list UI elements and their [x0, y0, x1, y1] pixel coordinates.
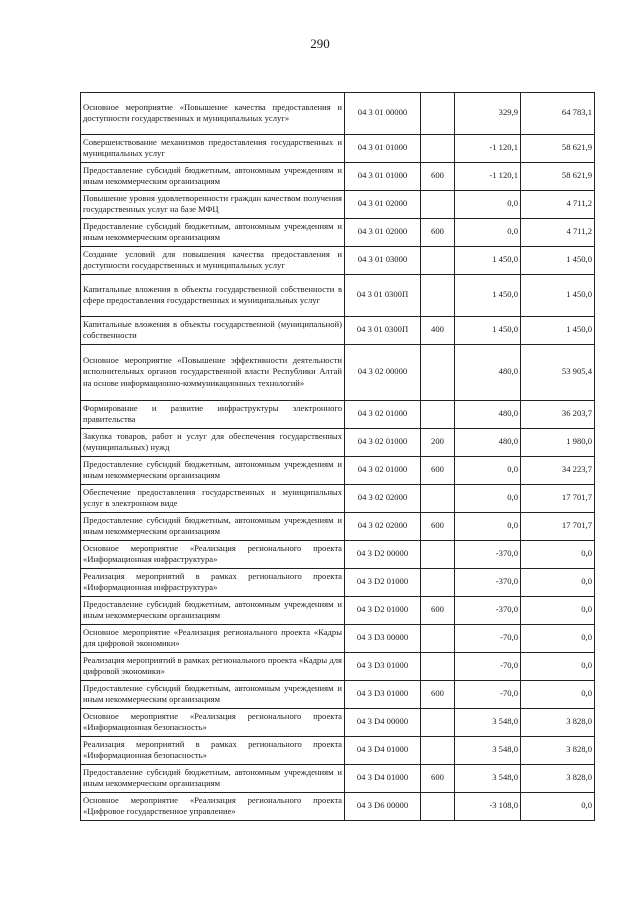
- row-name: Основное мероприятие «Повышение качества предоставления и доступности государственных и муниципальных услуг»: [81, 93, 345, 135]
- row-total: 58 621,9: [521, 135, 595, 163]
- row-type: 600: [421, 513, 455, 541]
- row-change: 480,0: [455, 345, 521, 401]
- table-row: [81, 597, 595, 625]
- table-row: [81, 429, 595, 457]
- row-code: 04 3 02 02000: [345, 513, 421, 541]
- row-type: 600: [421, 597, 455, 625]
- row-total: 64 783,1: [521, 93, 595, 135]
- row-type: [421, 93, 455, 135]
- row-code: 04 3 D4 01000: [345, 765, 421, 793]
- row-total: 1 450,0: [521, 247, 595, 275]
- row-type: [421, 569, 455, 597]
- row-name: Создание условий для повышения качества предоставления и доступности государственных и муниципальных услуг: [81, 247, 345, 275]
- page-number: 290: [310, 36, 330, 51]
- row-change: 3 548,0: [455, 765, 521, 793]
- row-total: 3 828,0: [521, 737, 595, 765]
- row-code: 04 3 D2 00000: [345, 541, 421, 569]
- row-code: 04 3 01 0300П: [345, 317, 421, 345]
- table-row: [81, 219, 595, 247]
- table-row: [81, 275, 595, 317]
- row-code: 04 3 02 01000: [345, 429, 421, 457]
- row-type: [421, 247, 455, 275]
- row-change: -70,0: [455, 681, 521, 709]
- row-change: 329,9: [455, 93, 521, 135]
- row-code: 04 3 02 00000: [345, 345, 421, 401]
- row-change: -370,0: [455, 597, 521, 625]
- row-total: 17 701,7: [521, 485, 595, 513]
- row-code: 04 3 D3 00000: [345, 625, 421, 653]
- row-change: 0,0: [455, 219, 521, 247]
- table-row: [81, 163, 595, 191]
- row-total: 36 203,7: [521, 401, 595, 429]
- row-total: 4 711,2: [521, 191, 595, 219]
- row-name: Капитальные вложения в объекты государственной (муниципальной) собственности: [81, 317, 345, 345]
- table-row: [81, 681, 595, 709]
- table-row: [81, 569, 595, 597]
- row-total: 3 828,0: [521, 765, 595, 793]
- row-name: Реализация мероприятий в рамках регионального проекта «Информационная инфраструктура»: [81, 569, 345, 597]
- row-code: 04 3 01 00000: [345, 93, 421, 135]
- row-name: Реализация мероприятий в рамках регионального проекта «Информационная безопасность»: [81, 737, 345, 765]
- row-change: -3 108,0: [455, 793, 521, 821]
- table-row: [81, 401, 595, 429]
- table-row: [81, 247, 595, 275]
- row-change: 3 548,0: [455, 709, 521, 737]
- row-type: 600: [421, 219, 455, 247]
- row-type: [421, 135, 455, 163]
- row-name: Предоставление субсидий бюджетным, автономным учреждениям и иным некоммерческим организациям: [81, 765, 345, 793]
- row-change: 1 450,0: [455, 317, 521, 345]
- row-name: Основное мероприятие «Реализация регионального проекта «Кадры для цифровой экономики»: [81, 625, 345, 653]
- row-code: 04 3 02 01000: [345, 457, 421, 485]
- table-row: [81, 737, 595, 765]
- table-row: [81, 513, 595, 541]
- row-code: 04 3 02 01000: [345, 401, 421, 429]
- row-total: 4 711,2: [521, 219, 595, 247]
- row-total: 17 701,7: [521, 513, 595, 541]
- row-type: 200: [421, 429, 455, 457]
- row-code: 04 3 02 02000: [345, 485, 421, 513]
- row-change: -70,0: [455, 625, 521, 653]
- table-row: [81, 625, 595, 653]
- row-name: Совершенствование механизмов предоставления государственных и муниципальных услуг: [81, 135, 345, 163]
- row-total: 1 980,0: [521, 429, 595, 457]
- row-name: Формирование и развитие инфраструктуры электронного правительства: [81, 401, 345, 429]
- row-change: -370,0: [455, 569, 521, 597]
- row-total: 0,0: [521, 597, 595, 625]
- row-change: 1 450,0: [455, 275, 521, 317]
- row-type: [421, 541, 455, 569]
- row-total: 53 905,4: [521, 345, 595, 401]
- row-name: Реализация мероприятий в рамках регионального проекта «Кадры для цифровой экономики»: [81, 653, 345, 681]
- row-type: 600: [421, 457, 455, 485]
- row-type: [421, 345, 455, 401]
- row-name: Повышение уровня удовлетворенности граждан качеством получения государственных услуг на базе МФЦ: [81, 191, 345, 219]
- row-total: 1 450,0: [521, 317, 595, 345]
- table-row: [81, 485, 595, 513]
- table-row: [81, 709, 595, 737]
- row-change: 480,0: [455, 401, 521, 429]
- row-name: Предоставление субсидий бюджетным, автономным учреждениям и иным некоммерческим организациям: [81, 163, 345, 191]
- row-total: 58 621,9: [521, 163, 595, 191]
- table-row: [81, 765, 595, 793]
- row-name: Капитальные вложения в объекты государственной собственности в сфере предоставления государственных и муниципальных услуг: [81, 275, 345, 317]
- row-total: 3 828,0: [521, 709, 595, 737]
- row-type: [421, 793, 455, 821]
- budget-table-body: [81, 93, 595, 821]
- row-type: [421, 737, 455, 765]
- row-type: 600: [421, 163, 455, 191]
- table-row: [81, 793, 595, 821]
- row-code: 04 3 D3 01000: [345, 681, 421, 709]
- row-name: Предоставление субсидий бюджетным, автономным учреждениям и иным некоммерческим организациям: [81, 513, 345, 541]
- row-change: -370,0: [455, 541, 521, 569]
- row-total: 0,0: [521, 541, 595, 569]
- table-row: [81, 93, 595, 135]
- row-name: Основное мероприятие «Реализация регионального проекта «Цифровое государственное управление»: [81, 793, 345, 821]
- row-name: Предоставление субсидий бюджетным, автономным учреждениям и иным некоммерческим организациям: [81, 681, 345, 709]
- row-change: 0,0: [455, 191, 521, 219]
- row-change: -1 120,1: [455, 135, 521, 163]
- row-code: 04 3 D2 01000: [345, 597, 421, 625]
- row-type: 400: [421, 317, 455, 345]
- row-code: 04 3 D6 00000: [345, 793, 421, 821]
- table-row: [81, 317, 595, 345]
- row-name: Предоставление субсидий бюджетным, автономным учреждениям и иным некоммерческим организациям: [81, 219, 345, 247]
- table-row: [81, 457, 595, 485]
- row-code: 04 3 01 01000: [345, 135, 421, 163]
- row-type: 600: [421, 765, 455, 793]
- row-total: 34 223,7: [521, 457, 595, 485]
- table-row: [81, 135, 595, 163]
- row-total: 0,0: [521, 569, 595, 597]
- row-type: [421, 625, 455, 653]
- row-total: 1 450,0: [521, 275, 595, 317]
- row-name: Предоставление субсидий бюджетным, автономным учреждениям и иным некоммерческим организациям: [81, 597, 345, 625]
- row-change: 480,0: [455, 429, 521, 457]
- table-row: [81, 653, 595, 681]
- row-type: 600: [421, 681, 455, 709]
- row-code: 04 3 01 02000: [345, 191, 421, 219]
- row-code: 04 3 01 03000: [345, 247, 421, 275]
- row-type: [421, 401, 455, 429]
- row-code: 04 3 01 02000: [345, 219, 421, 247]
- row-total: 0,0: [521, 793, 595, 821]
- row-code: 04 3 01 01000: [345, 163, 421, 191]
- row-total: 0,0: [521, 681, 595, 709]
- row-name: Предоставление субсидий бюджетным, автономным учреждениям и иным некоммерческим организациям: [81, 457, 345, 485]
- row-code: 04 3 01 0300П: [345, 275, 421, 317]
- row-type: [421, 275, 455, 317]
- row-change: 0,0: [455, 485, 521, 513]
- row-change: 0,0: [455, 457, 521, 485]
- table-row: [81, 541, 595, 569]
- row-code: 04 3 D3 01000: [345, 653, 421, 681]
- row-total: 0,0: [521, 653, 595, 681]
- row-name: Закупка товаров, работ и услуг для обеспечения государственных (муниципальных) нужд: [81, 429, 345, 457]
- row-type: [421, 191, 455, 219]
- row-name: Основное мероприятие «Повышение эффективности деятельности исполнительных органов государственной власти Республики Алтай на основе информационно-коммуникационных технологий»: [81, 345, 345, 401]
- table-row: [81, 191, 595, 219]
- row-change: -70,0: [455, 653, 521, 681]
- row-total: 0,0: [521, 625, 595, 653]
- row-code: 04 3 D4 01000: [345, 737, 421, 765]
- row-change: 0,0: [455, 513, 521, 541]
- row-name: Основное мероприятие «Реализация регионального проекта «Информационная безопасность»: [81, 709, 345, 737]
- row-code: 04 3 D4 00000: [345, 709, 421, 737]
- row-name: Обеспечение предоставления государственных и муниципальных услуг в электронном виде: [81, 485, 345, 513]
- row-code: 04 3 D2 01000: [345, 569, 421, 597]
- table-row: [81, 345, 595, 401]
- row-change: 3 548,0: [455, 737, 521, 765]
- budget-table: [80, 92, 595, 821]
- row-type: [421, 653, 455, 681]
- row-change: -1 120,1: [455, 163, 521, 191]
- row-name: Основное мероприятие «Реализация регионального проекта «Информационная инфраструктура»: [81, 541, 345, 569]
- row-type: [421, 709, 455, 737]
- row-type: [421, 485, 455, 513]
- row-change: 1 450,0: [455, 247, 521, 275]
